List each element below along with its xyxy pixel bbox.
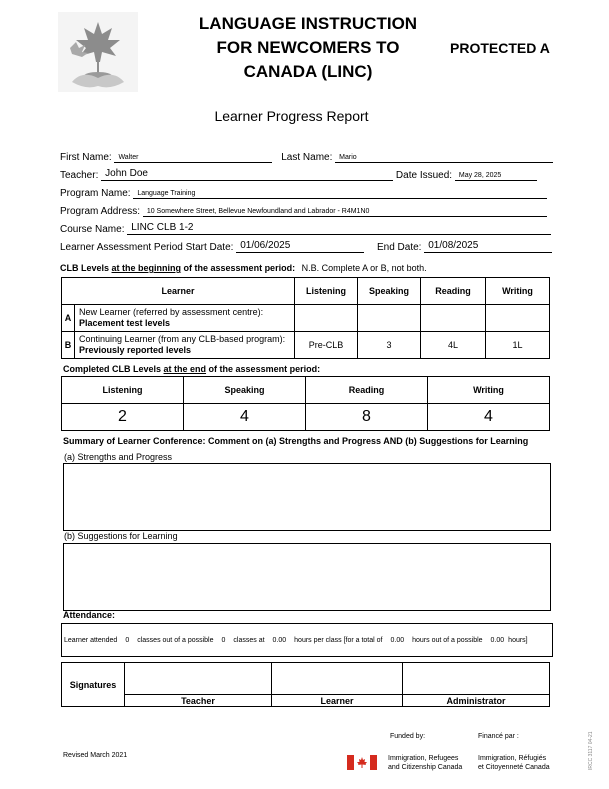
end-col-reading: Reading bbox=[306, 377, 428, 404]
learner-signature-box[interactable] bbox=[272, 663, 403, 695]
clb-end-table bbox=[61, 376, 550, 431]
program-name-field[interactable] bbox=[133, 186, 547, 199]
total-hours-value[interactable]: 0.00 bbox=[390, 636, 405, 644]
first-name-field[interactable] bbox=[114, 150, 272, 163]
end-date-label: End Date: bbox=[376, 242, 422, 253]
program-name-value: Language Training bbox=[137, 190, 196, 197]
b-speaking-cell[interactable]: 3 bbox=[358, 332, 421, 359]
row-a-bold: Placement test levels bbox=[79, 318, 171, 328]
attendance-text-4: hours per class [for a total of bbox=[294, 636, 383, 644]
course-name-value: LINC CLB 1-2 bbox=[131, 222, 194, 233]
col-reading: Reading bbox=[421, 278, 486, 305]
clb-begin-heading-underline: at the beginning bbox=[111, 263, 182, 273]
program-address-field[interactable] bbox=[143, 204, 547, 217]
b-reading-cell[interactable]: 4L bbox=[421, 332, 486, 359]
a-speaking-cell[interactable] bbox=[358, 305, 421, 332]
classes-possible-value[interactable]: 0 bbox=[221, 636, 226, 644]
date-issued-value: May 28, 2025 bbox=[458, 172, 502, 179]
signatures-label: Signatures bbox=[62, 663, 125, 707]
classes-attended-value[interactable]: 0 bbox=[125, 636, 130, 644]
start-date-label: Learner Assessment Period Start Date: bbox=[60, 242, 234, 253]
ircc-en-line-1: Immigration, Refugees bbox=[388, 755, 459, 762]
program-name-label: Program Name: bbox=[60, 188, 131, 199]
program-address-row bbox=[60, 204, 547, 218]
clb-begin-heading-pre: CLB Levels bbox=[60, 263, 112, 273]
suggestions-textarea[interactable] bbox=[63, 543, 551, 611]
start-date-field[interactable] bbox=[236, 240, 364, 253]
end-listening-cell[interactable]: 2 bbox=[62, 404, 184, 431]
col-listening: Listening bbox=[295, 278, 358, 305]
teacher-signature-box[interactable] bbox=[125, 663, 272, 695]
teacher-value: John Doe bbox=[105, 168, 148, 179]
date-issued-label: Date Issued: bbox=[395, 170, 453, 181]
end-col-listening: Listening bbox=[62, 377, 184, 404]
course-name-label: Course Name: bbox=[60, 224, 125, 235]
teacher-field[interactable] bbox=[101, 168, 393, 181]
course-name-row bbox=[60, 222, 551, 236]
learner-signature-label: Learner bbox=[272, 695, 403, 707]
end-writing-cell[interactable]: 4 bbox=[428, 404, 550, 431]
last-name-field[interactable] bbox=[335, 150, 553, 163]
first-name-label: First Name: bbox=[60, 152, 112, 163]
clb-end-heading-post: of the assessment period: bbox=[206, 364, 321, 374]
col-learner: Learner bbox=[62, 278, 295, 305]
attendance-text-6: hours] bbox=[508, 636, 528, 644]
attendance-box bbox=[61, 623, 553, 657]
first-name-value: Walter bbox=[118, 154, 139, 161]
administrator-signature-box[interactable] bbox=[403, 663, 550, 695]
row-a-text: New Learner (referred by assessment centre): bbox=[79, 307, 264, 317]
administrator-signature-label: Administrator bbox=[403, 695, 550, 707]
conference-heading: Summary of Learner Conference: Comment on (a) Strengths and Progress AND (b) Suggestions for Learning bbox=[63, 436, 529, 446]
canada-flag-icon bbox=[347, 755, 377, 770]
clb-begin-header-row bbox=[62, 278, 550, 305]
start-date-value: 01/06/2025 bbox=[240, 240, 291, 251]
report-subtitle: Learner Progress Report bbox=[214, 108, 369, 124]
program-address-value: 10 Somewhere Street, Bellevue Newfoundland and Labrador - R4M1N0 bbox=[146, 208, 370, 215]
name-row bbox=[60, 150, 553, 164]
finance-par-label: Financé par : bbox=[478, 733, 519, 740]
possible-hours-value[interactable]: 0.00 bbox=[490, 636, 505, 644]
signatures-table bbox=[61, 662, 550, 707]
signature-row bbox=[62, 663, 550, 695]
end-date-value: 01/08/2025 bbox=[428, 240, 479, 251]
title-line-3: CANADA (LINC) bbox=[243, 62, 373, 81]
a-reading-cell[interactable] bbox=[421, 305, 486, 332]
clb-end-heading-underline: at the end bbox=[163, 364, 207, 374]
ircc-french-name bbox=[478, 754, 550, 772]
a-listening-cell[interactable] bbox=[295, 305, 358, 332]
protected-label: PROTECTED A bbox=[450, 40, 550, 56]
clb-end-values-row bbox=[62, 404, 550, 431]
assessment-period-row bbox=[60, 240, 552, 254]
clb-end-header-row bbox=[62, 377, 550, 404]
row-b-description bbox=[75, 332, 295, 359]
ircc-english-name bbox=[388, 754, 462, 772]
signature-labels-row bbox=[62, 695, 550, 707]
row-b-text: Continuing Learner (from any CLB-based program): bbox=[79, 334, 286, 344]
hours-per-class-value[interactable]: 0.00 bbox=[272, 636, 287, 644]
clb-begin-heading-post: of the assessment period: bbox=[181, 263, 296, 273]
teacher-label: Teacher: bbox=[60, 170, 99, 181]
teacher-row bbox=[60, 168, 537, 182]
last-name-label: Last Name: bbox=[281, 152, 333, 163]
strengths-textarea[interactable] bbox=[63, 463, 551, 531]
row-b-bold: Previously reported levels bbox=[79, 345, 192, 355]
form-code: IRCC 3117 04-21 bbox=[588, 731, 594, 770]
end-reading-cell[interactable]: 8 bbox=[306, 404, 428, 431]
clb-begin-note: N.B. Complete A or B, not both. bbox=[301, 263, 427, 273]
strengths-label: (a) Strengths and Progress bbox=[64, 452, 173, 462]
linc-logo bbox=[58, 12, 138, 92]
row-a bbox=[62, 305, 550, 332]
clb-begin-heading bbox=[60, 263, 427, 273]
col-speaking: Speaking bbox=[358, 278, 421, 305]
clb-begin-table bbox=[61, 277, 550, 359]
a-writing-cell[interactable] bbox=[486, 305, 550, 332]
clb-end-heading bbox=[63, 364, 320, 374]
end-col-speaking: Speaking bbox=[184, 377, 306, 404]
title-line-2: FOR NEWCOMERS TO bbox=[216, 38, 400, 57]
attendance-text-3: classes at bbox=[233, 636, 265, 644]
b-writing-cell[interactable]: 1L bbox=[486, 332, 550, 359]
end-col-writing: Writing bbox=[428, 377, 550, 404]
row-a-description bbox=[75, 305, 295, 332]
row-b-letter: B bbox=[62, 332, 75, 359]
end-speaking-cell[interactable]: 4 bbox=[184, 404, 306, 431]
teacher-signature-label: Teacher bbox=[125, 695, 272, 707]
program-address-label: Program Address: bbox=[60, 206, 141, 217]
clb-end-heading-pre: Completed CLB Levels bbox=[63, 364, 164, 374]
b-listening-cell[interactable]: Pre-CLB bbox=[295, 332, 358, 359]
attendance-text-5: hours out of a possible bbox=[412, 636, 483, 644]
ircc-fr-line-1: Immigration, Réfugiés bbox=[478, 755, 547, 762]
col-writing: Writing bbox=[486, 278, 550, 305]
attendance-text-2: classes out of a possible bbox=[137, 636, 214, 644]
funded-by-label: Funded by: bbox=[390, 733, 426, 740]
suggestions-label: (b) Suggestions for Learning bbox=[64, 531, 178, 541]
row-b bbox=[62, 332, 550, 359]
ircc-fr-line-2: et Citoyenneté Canada bbox=[478, 764, 550, 771]
row-a-letter: A bbox=[62, 305, 75, 332]
attendance-label: Attendance: bbox=[63, 610, 116, 620]
revised-date: Revised March 2021 bbox=[63, 752, 128, 759]
title-line-1: LANGUAGE INSTRUCTION bbox=[198, 14, 418, 33]
attendance-text-1: Learner attended bbox=[64, 636, 118, 644]
page-title bbox=[190, 12, 426, 84]
end-date-field[interactable] bbox=[424, 240, 552, 253]
ircc-en-line-2: and Citizenship Canada bbox=[388, 764, 463, 771]
date-issued-field[interactable] bbox=[455, 168, 537, 181]
last-name-value: Mario bbox=[339, 154, 357, 161]
course-name-field[interactable] bbox=[127, 222, 551, 235]
program-name-row bbox=[60, 186, 547, 200]
